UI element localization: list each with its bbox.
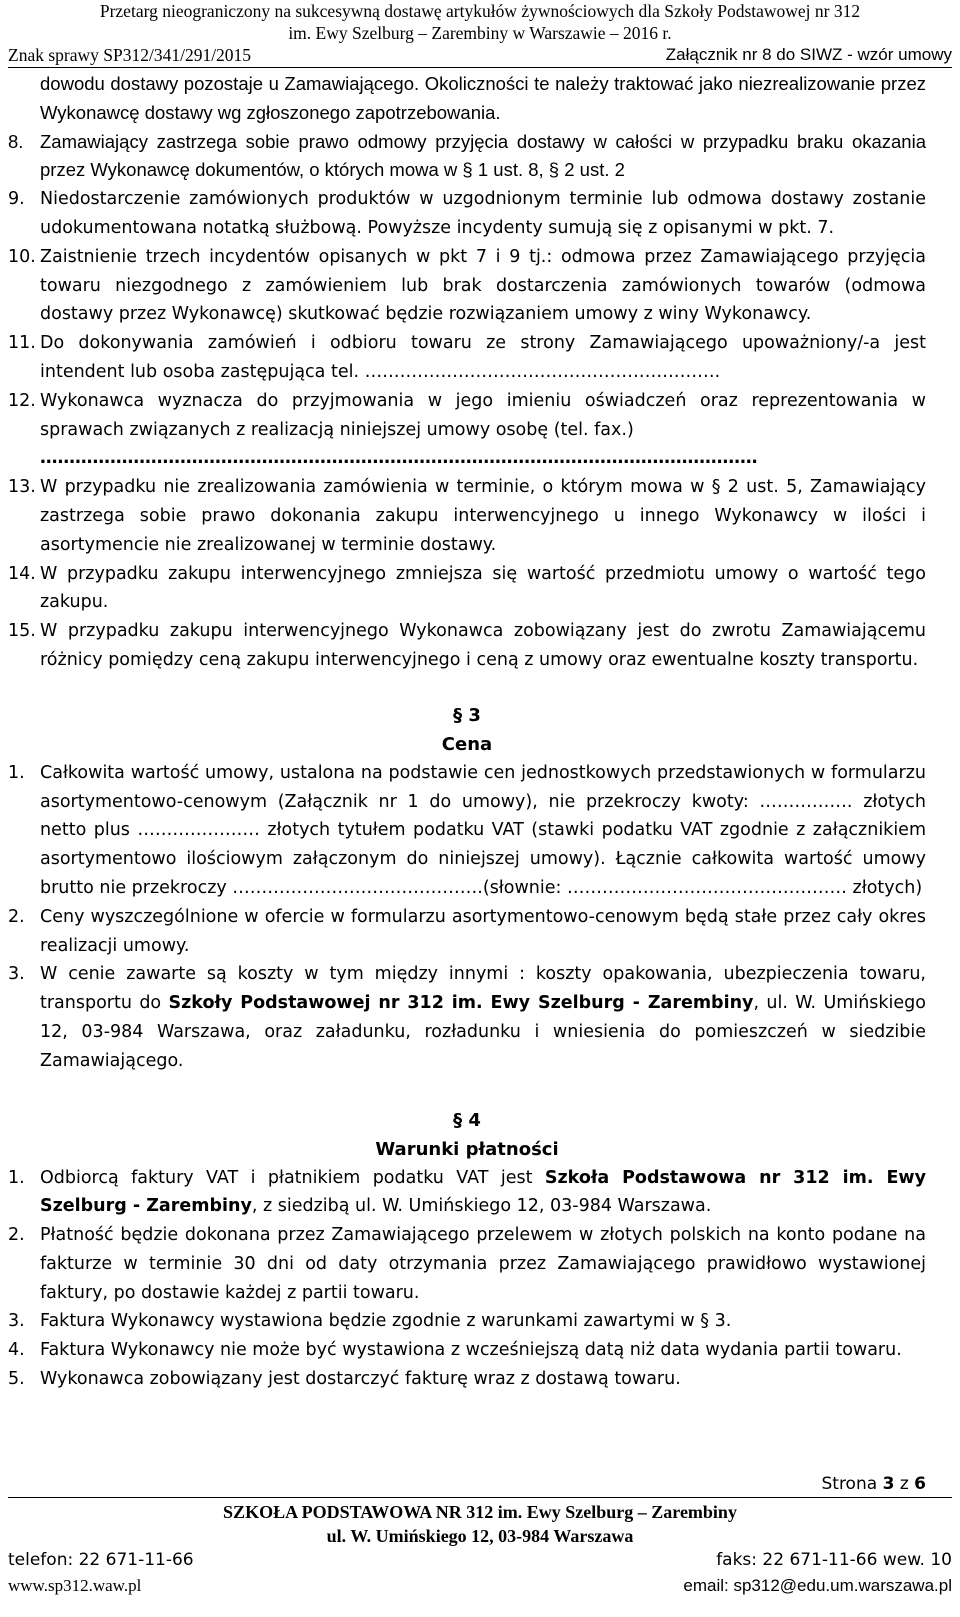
item-text: W przypadku nie zrealizowania zamówienia w terminie, o którym mowa w § 2 ust. 5, Zamawiający zastrzega sobie prawo dokonania zakupu interwencyjnego u innego Wykonawcy w ilości i asortymencie nie zrealizowanej w terminie dostawy. <box>40 477 926 555</box>
page-number-separator: z <box>899 1474 909 1494</box>
item-number: 9. <box>8 189 25 210</box>
item-text: , ul. W. Umińskiego 12, 03-984 Warszawa, oraz załadunku, rozładunku i wniesienia do pomieszczeń w siedzibie Zamawiającego. <box>40 993 926 1071</box>
item-number: 2. <box>8 1225 25 1246</box>
item-number: 4. <box>8 1340 25 1361</box>
footer-web-row <box>8 1576 952 1596</box>
item-number: 12. <box>8 390 36 411</box>
list-item <box>8 473 926 559</box>
item-text: Płatność będzie dokonana przez Zamawiającego przelewem w złotych polskich na konto podane na fakturze w terminie 30 dni od daty otrzymania przez Zamawiającego prawidłowo wystawionej faktury, po dostawie każdej z partii towaru. <box>40 1225 926 1303</box>
list-item <box>8 759 926 903</box>
header-title-line2: im. Ewy Szelburg – Zarembiny w Warszawie – 2016 r. <box>288 23 672 43</box>
page-header <box>8 0 952 66</box>
item-text: Do dokonywania zamówień i odbioru towaru ze strony Zamawiającego upoważniony/-a jest intendent lub osoba zastępująca tel. ……………………………………………………. <box>40 333 926 382</box>
item-text: W cenie zawarte są koszty w tym między innymi : koszty opakowania, ubezpieczenia towaru, transportu do <box>40 964 926 1014</box>
school-name-bold: Szkoła Podstawowa nr 312 im. Ewy Szelburg - Zarembiny <box>40 1167 926 1217</box>
page-number-current: 3 <box>882 1474 895 1494</box>
item-number: 2. <box>8 906 25 927</box>
item-text: Ceny wyszczególnione w ofercie w formularzu asortymentowo-cenowym będą stałe przez cały okres realizacji umowy. <box>40 906 926 956</box>
item-text: W przypadku zakupu interwencyjnego Wykonawca zobowiązany jest do zwrotu Zamawiającemu różnicy pomiędzy ceną zakupu interwencyjnego i ceną z umowy oraz ewentualne koszty transportu. <box>40 621 926 670</box>
item-text: Zaistnienie trzech incydentów opisanych w pkt 7 i 9 tj.: odmowa przez Zamawiającego przyjęcia towaru niezgodnego z zamówieniem lub brak dostarczenia zamówionych towarów (odmowa dostawy przez Wykonawcę) skutkować będzie rozwiązaniem umowy z winy Wykonawcy. <box>40 246 926 325</box>
item-number: 13. <box>8 477 36 498</box>
footer-fax: faks: 22 671-11-66 wew. 10 <box>716 1550 952 1570</box>
item-number: 3. <box>8 1311 25 1332</box>
section-3-heading <box>8 701 926 759</box>
page-footer <box>8 1497 952 1548</box>
list-item <box>8 387 926 473</box>
item-number: 1. <box>8 762 25 783</box>
item-text: Odbiorcą faktury VAT i płatnikiem podatku VAT jest <box>40 1167 545 1188</box>
list-item <box>8 960 926 1075</box>
item-text: Zamawiający zastrzega sobie prawo odmowy przyjęcia dostawy w całości w przypadku braku okazania przez Wykonawcę dokumentów, o których mowa w § 1 ust. 8, § 2 ust. 2 <box>40 130 926 181</box>
case-reference: Znak sprawy SP312/341/291/2015 <box>8 45 252 65</box>
item-text: Niedostarczenie zamówionych produktów w uzgodnionym terminie lub odmowa dostawy zostanie udokumentowana notatką służbową. Powyższe incydenty sumują się z opisanymi w pkt. 7. <box>40 189 926 238</box>
item-text: Wykonawca wyznacza do przyjmowania w jego imieniu oświadczeń oraz reprezentowania w sprawach związanych z realizacją niniejszej umowy osobę (tel. fax.) <box>40 390 926 440</box>
section-symbol: § 4 <box>453 1109 481 1131</box>
list-item <box>8 1365 926 1394</box>
list-item <box>8 1336 926 1365</box>
page-number-prefix: Strona <box>821 1474 878 1494</box>
footer-contact-row <box>8 1550 952 1570</box>
item-text: Całkowita wartość umowy, ustalona na podstawie cen jednostkowych przedstawionych w formularzu asortymentowo-cenowym (Załącznik nr 1 do umowy), nie przekroczy kwoty: ……………. złotych netto plus ………………… złotych tytułem podatku VAT (stawki podatku VAT zgodnie z załącznikiem asortymentowo ilościowym załączonym do niniejszej umowy). Łącznie całkowita wartość umowy brutto nie przekroczy …………………………………….(słownie: ………………………………………… złotych) <box>40 762 926 898</box>
item-number: 8. <box>8 130 24 152</box>
section-symbol: § 3 <box>453 704 481 726</box>
continuation-paragraph: dowodu dostawy pozostaje u Zamawiającego. Okoliczności te należy traktować jako niezrealizowanie przez Wykonawcę dostawy wg zgłoszonego zapotrzebowania. <box>40 73 926 123</box>
list-item <box>8 1221 926 1307</box>
item-number: 5. <box>8 1369 25 1390</box>
item-text: Wykonawca zobowiązany jest dostarczyć fakturę wraz z dostawą towaru. <box>40 1369 681 1390</box>
list-item <box>8 560 926 618</box>
footer-website-link[interactable]: www.sp312.waw.pl <box>8 1576 142 1595</box>
contact-placeholder-dots: …………………………………………………………………………………………………………… <box>40 448 758 469</box>
section-title: Cena <box>441 733 493 755</box>
list-item <box>8 329 926 387</box>
item-text: Faktura Wykonawcy wystawiona będzie zgodnie z warunkami zawartymi w § 3. <box>40 1311 732 1332</box>
section-4-heading <box>8 1106 926 1164</box>
footer-address: ul. W. Umińskiego 12, 03-984 Warszawa <box>326 1526 634 1546</box>
document-body <box>8 70 926 1394</box>
section-title: Warunki płatności <box>375 1138 559 1160</box>
list-item <box>8 1307 926 1336</box>
page-number-total: 6 <box>914 1474 926 1494</box>
header-meta <box>8 44 952 66</box>
item-text: Faktura Wykonawcy nie może być wystawiona z wcześniejszą datą niż data wydania partii towaru. <box>40 1340 902 1361</box>
item-text: , z siedzibą ul. W. Umińskiego 12, 03-984 Warszawa. <box>251 1196 712 1217</box>
footer-email-link[interactable]: email: sp312@edu.um.warszawa.pl <box>683 1576 952 1595</box>
list-item <box>8 903 926 961</box>
attachment-label: Załącznik nr 8 do SIWZ - wzór umowy <box>665 45 952 64</box>
item-number: 15. <box>8 621 36 642</box>
list-item <box>8 1164 926 1222</box>
list-item <box>8 243 926 329</box>
item-number: 1. <box>8 1167 25 1188</box>
footer-school-name: SZKOŁA PODSTAWOWA NR 312 im. Ewy Szelburg – Zarembiny <box>223 1502 737 1522</box>
school-name-bold: Szkoły Podstawowej nr 312 im. Ewy Szelburg - Zarembiny <box>168 993 754 1014</box>
item-number: 14. <box>8 563 36 584</box>
footer-phone: telefon: 22 671-11-66 <box>8 1550 194 1570</box>
list-item <box>8 128 926 186</box>
page-number <box>821 1474 926 1494</box>
item-text: W przypadku zakupu interwencyjnego zmniejsza się wartość przedmiotu umowy o wartość tego zakupu. <box>40 563 926 613</box>
list-item <box>8 185 926 243</box>
header-divider <box>8 67 952 68</box>
header-title-line1: Przetarg nieograniczony na sukcesywną dostawę artykułów żywnościowych dla Szkoły Podstawowej nr 312 <box>99 1 861 21</box>
item-number: 3. <box>8 964 25 985</box>
item-number: 10. <box>8 246 36 267</box>
list-item <box>8 617 926 675</box>
item-number: 11. <box>8 333 36 354</box>
